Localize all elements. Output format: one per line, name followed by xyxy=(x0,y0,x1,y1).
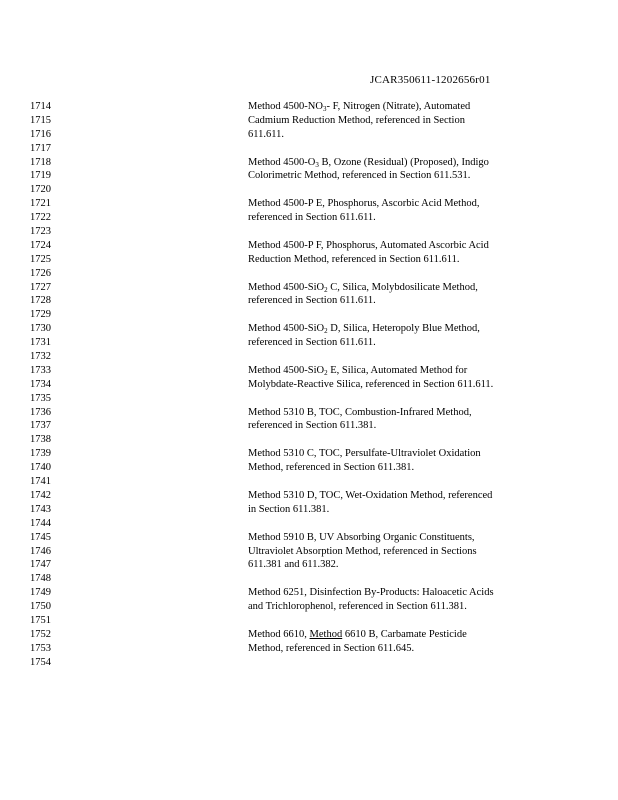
line-number: 1731 xyxy=(30,337,51,349)
blank-line xyxy=(248,614,548,628)
line-number: 1737 xyxy=(30,420,51,432)
entry-text: Method 4500-O xyxy=(248,156,316,168)
entry-line: referenced in Section 611.611. xyxy=(248,337,376,349)
line-number: 1722 xyxy=(30,212,51,224)
entry-line: referenced in Section 611.611. xyxy=(248,212,376,224)
line-number: 1716 xyxy=(30,128,51,140)
line-number: 1718 xyxy=(30,156,51,168)
line-number: 1743 xyxy=(30,503,51,515)
line-number: 1745 xyxy=(30,531,51,543)
line-number: 1729 xyxy=(30,309,51,321)
entry-text: Method 4500-NO xyxy=(248,101,323,112)
line-number: 1725 xyxy=(30,253,51,265)
entry-line: Reduction Method, referenced in Section 611.611. xyxy=(248,253,460,265)
line-number: 1714 xyxy=(30,101,51,112)
line-number: 1724 xyxy=(30,239,51,251)
blank-line xyxy=(248,183,548,197)
line-number: 1726 xyxy=(30,267,51,279)
subscript: 2 xyxy=(324,327,328,336)
entry-line: Method 5910 B, UV Absorbing Organic Constituents, xyxy=(248,531,475,543)
entry-line xyxy=(248,156,548,170)
line-number: 1733 xyxy=(30,364,51,376)
blank-line xyxy=(248,267,548,281)
entry-line xyxy=(248,281,548,295)
blank-line xyxy=(248,433,548,447)
entry-text: Method 6610, xyxy=(248,628,310,640)
entry-text: C, Silica, Molybdosilicate Method, xyxy=(327,281,478,293)
entry-line: Method 4500-P E, Phosphorus, Ascorbic Acid Method, xyxy=(248,198,480,210)
line-number: 1750 xyxy=(30,601,51,613)
blank-line xyxy=(248,517,548,531)
entry-line xyxy=(248,364,548,378)
line-number-column xyxy=(30,100,51,670)
line-number: 1754 xyxy=(30,656,51,668)
blank-line xyxy=(248,142,548,156)
entry-text: Method 4500-SiO xyxy=(248,364,325,376)
line-number: 1735 xyxy=(30,392,51,404)
line-number: 1742 xyxy=(30,489,51,501)
line-number: 1728 xyxy=(30,295,51,307)
entry-line xyxy=(248,100,548,114)
line-number: 1732 xyxy=(30,351,51,363)
line-number: 1741 xyxy=(30,476,51,488)
entry-line: Ultraviolet Absorption Method, referenced in Sections xyxy=(248,545,477,557)
underlined-text: Method xyxy=(309,628,343,640)
line-number: 1727 xyxy=(30,281,51,293)
entry-line: Method 6251, Disinfection By-Products: Haloacetic Acids xyxy=(248,587,494,599)
entry-line: Method 5310 B, TOC, Combustion-Infrared Method, xyxy=(248,406,472,418)
entry-line: Molybdate-Reactive Silica, referenced in Section 611.611. xyxy=(248,378,494,390)
line-number: 1749 xyxy=(30,587,51,599)
entry-text: Method 4500-SiO xyxy=(248,281,325,293)
line-number: 1744 xyxy=(30,517,51,529)
entry-line: and Trichlorophenol, referenced in Section 611.381. xyxy=(248,601,467,613)
line-number: 1753 xyxy=(30,642,51,654)
entry-line xyxy=(248,322,548,336)
line-number: 1751 xyxy=(30,614,51,626)
blank-line xyxy=(248,308,548,322)
line-number: 1717 xyxy=(30,142,51,154)
line-number: 1720 xyxy=(30,184,51,196)
line-number: 1748 xyxy=(30,573,51,585)
entry-line: referenced in Section 611.611. xyxy=(248,295,376,307)
subscript: 3 xyxy=(315,160,319,169)
line-number: 1740 xyxy=(30,462,51,474)
blank-line xyxy=(248,475,548,489)
blank-line xyxy=(248,225,548,239)
entry-text: B, Ozone (Residual) (Proposed), Indigo xyxy=(318,156,489,168)
entry-line: 611.381 and 611.382. xyxy=(248,559,339,571)
subscript: 3 xyxy=(322,105,327,113)
document-body xyxy=(248,100,548,670)
blank-line xyxy=(248,656,548,670)
entry-line: Cadmium Reduction Method, referenced in Section xyxy=(248,114,465,126)
entry-text: Method 4500-SiO xyxy=(248,323,325,335)
entry-text: 6610 B, Carbamate Pesticide xyxy=(342,628,467,640)
line-number: 1723 xyxy=(30,226,51,238)
entry-text: D, Silica, Heteropoly Blue Method, xyxy=(327,323,480,335)
entry-line xyxy=(248,628,548,642)
entry-line: Method 4500-P F, Phosphorus, Automated Ascorbic Acid xyxy=(248,239,489,251)
blank-line xyxy=(248,350,548,364)
entry-line: referenced in Section 611.381. xyxy=(248,420,377,432)
entry-line: 611.611. xyxy=(248,128,284,140)
entry-line: Method 5310 C, TOC, Persulfate-Ultraviolet Oxidation xyxy=(248,448,481,460)
line-number: 1746 xyxy=(30,545,51,557)
line-number: 1738 xyxy=(30,434,51,446)
document-id: JCAR350611-1202656r01 xyxy=(370,74,491,86)
entry-line: in Section 611.381. xyxy=(248,503,330,515)
line-number: 1721 xyxy=(30,198,51,210)
entry-line: Colorimetric Method, referenced in Section 611.531. xyxy=(248,170,471,182)
line-number: 1715 xyxy=(30,114,51,126)
blank-line xyxy=(248,572,548,586)
blank-line xyxy=(248,392,548,406)
line-number: 1719 xyxy=(30,170,51,182)
line-number: 1752 xyxy=(30,628,51,640)
line-number: 1730 xyxy=(30,323,51,335)
line-number: 1734 xyxy=(30,378,51,390)
line-number: 1739 xyxy=(30,448,51,460)
subscript: 2 xyxy=(324,368,328,377)
subscript: 2 xyxy=(324,285,328,294)
line-number: 1736 xyxy=(30,406,51,418)
entry-line: Method, referenced in Section 611.381. xyxy=(248,462,415,474)
entry-line: Method 5310 D, TOC, Wet-Oxidation Method, referenced xyxy=(248,489,493,501)
entry-text: E, Silica, Automated Method for xyxy=(327,364,468,376)
entry-text: - F, Nitrogen (Nitrate), Automated xyxy=(326,101,471,112)
entry-line: Method, referenced in Section 611.645. xyxy=(248,642,415,654)
line-number: 1747 xyxy=(30,559,51,571)
